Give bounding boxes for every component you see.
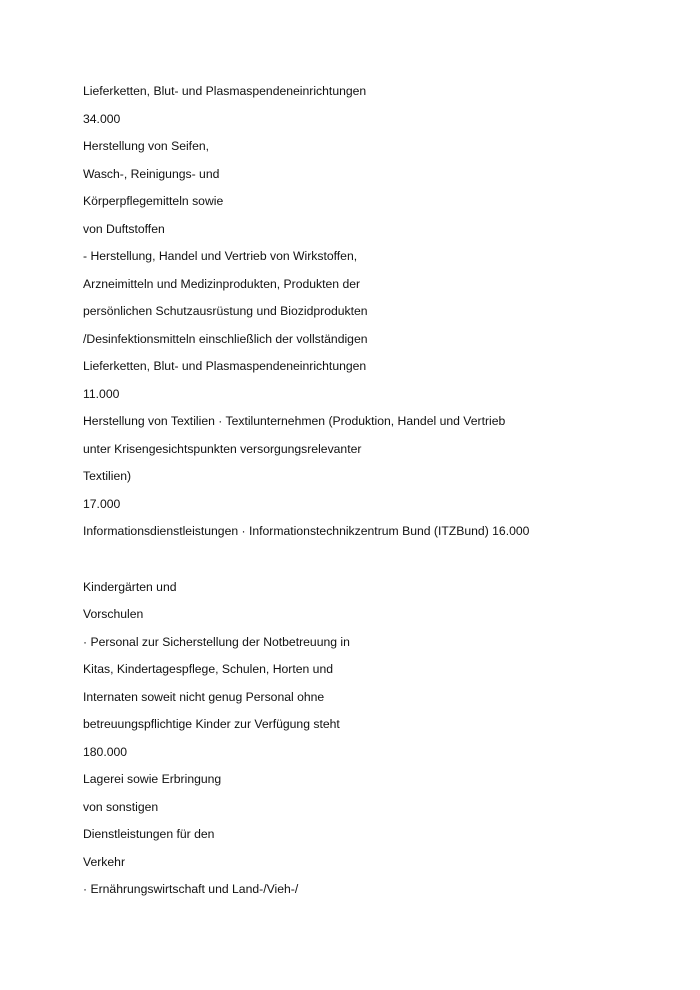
text-line: Vorschulen [83,607,144,621]
text-line: von sonstigen [83,800,159,814]
text-line: persönlichen Schutzausrüstung und Biozidprodukten [83,304,368,318]
text-line: unter Krisengesichtspunkten versorgungsrelevanter [83,442,362,456]
text-line: Verkehr [83,855,126,869]
text-line: Körperpflegemitteln sowie [83,194,224,208]
text-line: Lieferketten, Blut- und Plasmaspendeneinrichtungen [83,84,367,98]
text-line: · Ernährungswirtschaft und Land-/Vieh-/ [83,882,299,896]
text-line: Kitas, Kindertagespflege, Schulen, Horten und [83,662,334,676]
text-line: Informationsdienstleistungen · Informationstechnikzentrum Bund (ITZBund) 16.000 [83,524,530,538]
text-line: - Herstellung, Handel und Vertrieb von Wirkstoffen, [83,249,358,263]
text-line: 34.000 [83,112,121,126]
text-line: · Personal zur Sicherstellung der Notbetreuung in [83,635,350,649]
text-line: Lagerei sowie Erbringung [83,772,222,786]
text-line: 11.000 [83,387,120,401]
text-line: /Desinfektionsmitteln einschließlich der vollständigen [83,332,368,346]
text-line: 17.000 [83,497,121,511]
text-line: Textilien) [83,469,132,483]
text-line: Internaten soweit nicht genug Personal ohne [83,690,325,704]
text-line: betreuungspflichtige Kinder zur Verfügung steht [83,717,340,731]
text-line: Wasch-, Reinigungs- und [83,167,220,181]
text-line: 180.000 [83,745,128,759]
text-line: Dienstleistungen für den [83,827,215,841]
text-line: Kindergärten und [83,580,177,594]
text-line: Herstellung von Seifen, [83,139,210,153]
text-line: Lieferketten, Blut- und Plasmaspendeneinrichtungen [83,359,367,373]
text-line: Arzneimitteln und Medizinprodukten, Produkten der [83,277,361,291]
text-line: Herstellung von Textilien · Textilunternehmen (Produktion, Handel und Vertrieb [83,414,506,428]
text-line: von Duftstoffen [83,222,165,236]
